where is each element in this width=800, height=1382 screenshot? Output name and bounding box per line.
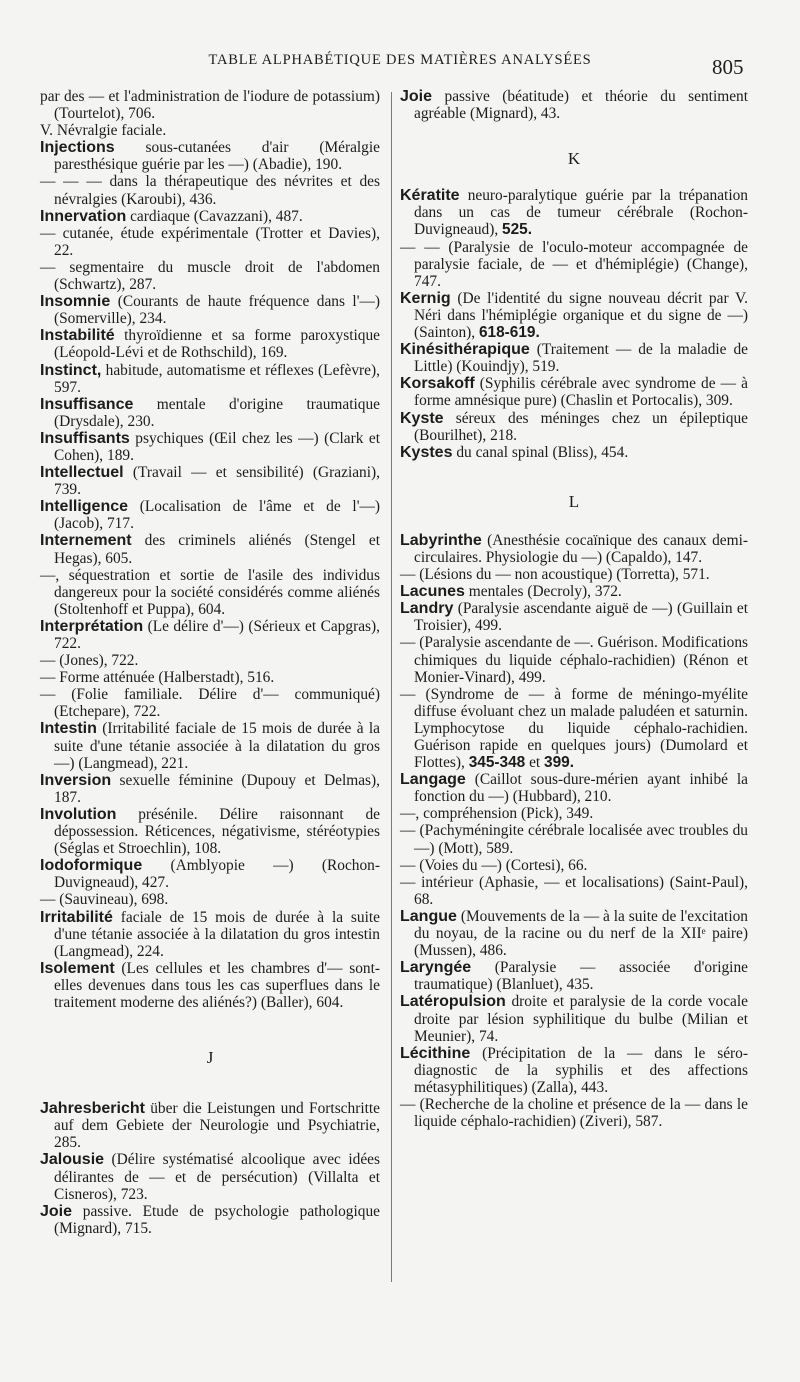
headword: Kinésithérapique — [400, 341, 530, 359]
headword: Injections — [40, 139, 115, 157]
index-entry: Joie passive. Etude de psychologie pathologique (Mignard), 715. — [40, 1202, 380, 1237]
index-entry: — (Folie familiale. Délire d'— communiqué) (Etchepare), 722. — [40, 686, 380, 721]
index-entry: Insomnie (Courants de haute fréquence dans l'—) (Somerville), 234. — [40, 293, 380, 328]
section-letter-l: L — [568, 491, 580, 511]
index-entry: Kystes du canal spinal (Bliss), 454. — [400, 443, 629, 461]
index-entry: Jalousie (Délire systématisé alcoolique avec idées délirantes de — et de persécution) (Villalta et Cisneros), 723. — [40, 1151, 380, 1203]
index-entry: Latéropulsion droite et paralysie de la corde vocale droite par lésion syphilitique du bulbe (Milian et Meunier), 74. — [400, 993, 748, 1045]
headword: Jalousie — [40, 1151, 105, 1169]
headword: Intellectuel — [40, 464, 124, 482]
headword: Innervation — [40, 207, 127, 225]
headword: Lécithine — [400, 1044, 471, 1062]
index-entry: Inversion sexuelle féminine (Dupouy et Delmas), 187. — [40, 771, 380, 806]
index-entry: Irritabilité faciale de 15 mois de durée à la suite d'une tétanie associée à la dilatation du gros intestin (Langmead), 224. — [40, 908, 380, 960]
left-column — [40, 88, 380, 1237]
headword: Joie — [40, 1202, 73, 1220]
index-entry: Iodoformique (Amblyopie —) (Rochon-Duvigneaud), 427. — [40, 857, 380, 892]
index-entry: — (Voies du —) (Cortesi), 66. — [400, 856, 588, 874]
index-entry: Joie passive (béatitude) et théorie du sentiment agréable (Mignard), 43. — [400, 88, 748, 123]
index-entry: Instinct, habitude, automatisme et réflexes (Lefèvre), 597. — [40, 361, 380, 396]
index-entry: —, compréhension (Pick), 349. — [400, 805, 594, 823]
index-entry: Lacunes mentales (Decroly), 372. — [400, 583, 622, 601]
column-divider — [391, 92, 392, 1282]
page-number: 805 — [712, 55, 744, 79]
index-entry: Injections sous-cutanées d'air (Méralgie paresthésique guérie par les —) (Abadie), 190. — [40, 139, 380, 174]
index-entry: Kinésithérapique (Traitement — de la maladie de Little) (Kouindjy), 519. — [400, 341, 748, 376]
headword: Kératite — [400, 187, 460, 205]
index-entry: — (Recherche de la choline et présence de la — dans le liquide céphalo-rachidien) (Ziveri), 587. — [400, 1095, 748, 1131]
index-entry: — (Pachyméningite cérébrale localisée avec troubles du —) (Mott), 589. — [400, 822, 748, 857]
headword: Langue — [400, 907, 457, 925]
index-entry: — segmentaire du muscle droit de l'abdomen (Schwartz), 287. — [40, 258, 380, 294]
index-entry: Insuffisance mentale d'origine traumatique (Drysdale), 230. — [40, 395, 380, 430]
index-entry: Intelligence (Localisation de l'âme et de l'—) (Jacob), 717. — [40, 498, 380, 533]
headword: Lacunes — [400, 583, 465, 601]
headword: Langage — [400, 771, 466, 789]
index-entry: Landry (Paralysie ascendante aiguë de —) (Guillain et Troisier), 499. — [400, 600, 748, 635]
index-entry: Kyste séreux des méninges chez un épileptique (Bourilhet), 218. — [400, 409, 748, 444]
headword: Labyrinthe — [400, 531, 482, 549]
index-entry: par des — et l'administration de l'iodure de potassium) (Tourtelot), 706. — [40, 88, 380, 123]
headword: Kernig — [400, 289, 451, 307]
index-entry: Lécithine (Précipitation de la — dans le séro-diagnostic de la syphilis et des affections métasyphilitiques) (Zalla), 443. — [400, 1044, 748, 1096]
headword: Internement — [40, 532, 132, 550]
headword: Laryngée — [400, 959, 472, 977]
headword: Intestin — [40, 720, 97, 738]
index-entry: — (Sauvineau), 698. — [40, 891, 169, 909]
index-entry: Isolement (Les cellules et les chambres d'— sont-elles devenues dans tous les cas superflues dans le traitement moderne des aliénés?) (Baller), 604. — [40, 959, 380, 1011]
index-entry: Kératite neuro-paralytique guérie par la trépanation dans un cas de tumeur cérébrale (Rochon-Duvigneaud), 525. — [400, 187, 748, 239]
index-entry: —, séquestration et sortie de l'asile des individus dangereux pour la société considérés comme aliénés (Stoltenhoff et Puppa), 604. — [40, 566, 380, 618]
index-entry: Instabilité thyroïdienne et sa forme paroxystique (Léopold-Lévi et de Rothschild), 169. — [40, 327, 380, 362]
headword: Korsakoff — [400, 375, 475, 393]
headword: Isolement — [40, 959, 115, 977]
index-entry: Intestin (Irritabilité faciale de 15 mois de durée à la suite d'une tétanie associée à la dilatation du gros —) (Langmead), 221. — [40, 720, 380, 772]
headword: Iodoformique — [40, 857, 143, 875]
index-entry: — (Syndrome de — à forme de méningo-myélite diffuse évoluant chez un malade paludéen et saturnin. Lymphocytose du liquide céphalo-rachidien. Guérison rapide en quelques jours) (Dumolard et Flottes), 345-348 et 399. — [400, 685, 748, 772]
headword: Kystes — [400, 443, 453, 461]
headword: Joie — [400, 88, 433, 105]
headword: Interprétation — [40, 617, 144, 635]
index-entry: — — (Paralysie de l'oculo-moteur accompagnée de paralysie faciale, de — et d'hémiplégie) (Change), 747. — [400, 238, 748, 290]
index-entry: — cutanée, étude expérimentale (Trotter et Davies), 22. — [40, 224, 380, 259]
index-entry: Innervation cardiaque (Cavazzani), 487. — [40, 207, 303, 225]
running-head: TABLE ALPHABÉTIQUE DES MATIÈRES ANALYSÉES — [208, 52, 592, 68]
section-letter-j: J — [206, 1048, 214, 1068]
index-entry: Labyrinthe (Anesthésie cocaïnique des canaux demi-circulaires. Physiologie du —) (Capaldo), 147. — [400, 531, 748, 566]
headword: Instinct, — [40, 361, 102, 379]
index-entry: Langage (Caillot sous-dure-mérien ayant inhibé la fonction du —) (Hubbard), 210. — [400, 771, 748, 806]
index-entry: Internement des criminels aliénés (Stengel et Hegas), 605. — [40, 532, 380, 567]
index-entry: Interprétation (Le délire d'—) (Sérieux et Capgras), 722. — [40, 617, 380, 652]
section-letter-k: K — [567, 149, 581, 169]
headword: Intelligence — [40, 498, 129, 516]
index-entry: — (Lésions du — non acoustique) (Torretta), 571. — [400, 566, 710, 584]
headword: Inversion — [40, 771, 112, 789]
headword: Kyste — [400, 409, 444, 427]
index-entry: Involution présénile. Délire raisonnant de dépossession. Réticences, négativisme, stéréotypies (Séglas et Stroechlin), 108. — [40, 805, 380, 858]
index-entry: — intérieur (Aphasie, — et localisations) (Saint-Paul), 68. — [400, 873, 748, 908]
index-entry: Jahresbericht über die Leistungen und Fortschritte auf dem Gebiete der Neurologie und Psychiatrie, 285. — [40, 1100, 380, 1152]
index-entry: — (Paralysie ascendante de —. Guérison. Modifications chimiques du liquide céphalo-rachidien) (Rénon et Monier-Vinard), 499. — [400, 634, 748, 686]
headword: Latéropulsion — [400, 993, 506, 1011]
headword: Landry — [400, 600, 454, 618]
headword: Jahresbericht — [40, 1100, 145, 1118]
index-entry: — Forme atténuée (Halberstadt), 516. — [40, 669, 275, 687]
headword: Irritabilité — [40, 908, 113, 926]
right-column — [400, 88, 748, 1130]
index-entry: Kernig (De l'identité du signe nouveau décrit par V. Néri dans l'hémiplégie organique et du signe de —) (Sainton), 618-619. — [400, 289, 748, 342]
index-entry: Laryngée (Paralysie — associée d'origine traumatique) (Blanluet), 435. — [400, 959, 748, 994]
headword: Insomnie — [40, 293, 111, 311]
index-entry: Korsakoff (Syphilis cérébrale avec syndrome de — à forme amnésique pure) (Chaslin et Portocalis), 309. — [400, 375, 748, 410]
index-entry: — (Jones), 722. — [40, 652, 139, 670]
headword: Involution — [40, 805, 117, 823]
headword: Insuffisants — [40, 429, 130, 447]
index-entry: — — — dans la thérapeutique des névrites et des névralgies (Karoubi), 436. — [40, 173, 380, 208]
index-entry: Insuffisants psychiques (Œil chez les —) (Clark et Cohen), 189. — [40, 429, 380, 464]
index-entry: V. Névralgie faciale. — [40, 122, 167, 140]
headword: Instabilité — [40, 327, 115, 345]
headword: Insuffisance — [40, 395, 134, 413]
index-entry: Intellectuel (Travail — et sensibilité) (Graziani), 739. — [40, 464, 380, 499]
index-entry: Langue (Mouvements de la — à la suite de l'excitation du noyau, de la racine ou du nerf de la XIIᵉ paire) (Mussen), 486. — [400, 907, 748, 960]
